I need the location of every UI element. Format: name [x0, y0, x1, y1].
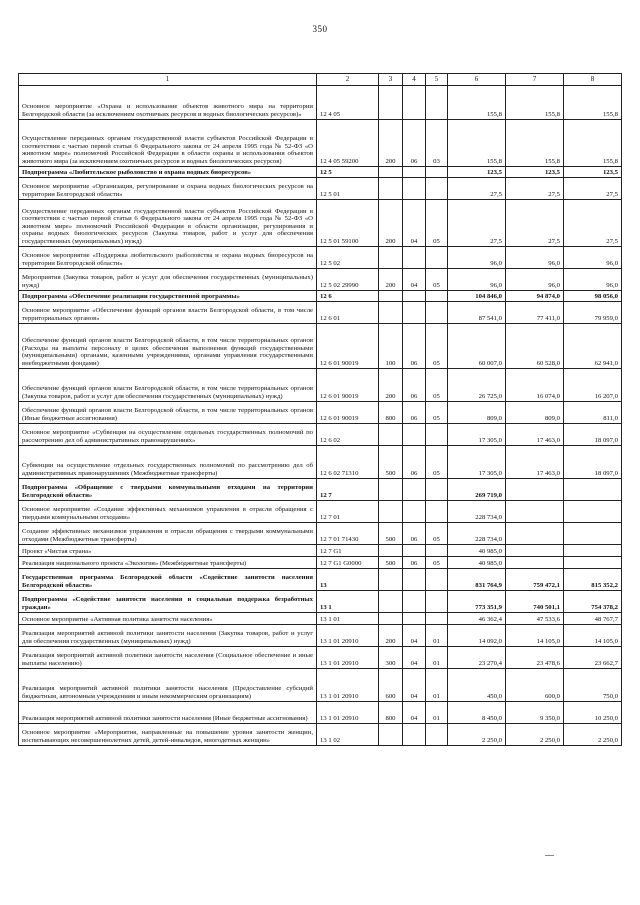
row-value-7: 17 463,0 [506, 446, 564, 479]
row-value-7 [506, 501, 564, 523]
row-code: 12 5 [317, 167, 379, 178]
table-body [19, 74, 622, 746]
row-value-7: 2 250,0 [506, 724, 564, 746]
row-value-6: 123,5 [448, 167, 506, 178]
row-col5 [426, 724, 448, 746]
row-code: 12 6 01 90019 [317, 324, 379, 369]
row-value-8: 155,8 [564, 86, 622, 120]
row-col4: 04 [403, 625, 426, 647]
row-value-6: 96,0 [448, 247, 506, 269]
row-value-6: 450,0 [448, 669, 506, 702]
row-code: 13 1 01 [317, 613, 379, 625]
row-col3 [379, 86, 403, 120]
row-value-6: 46 362,4 [448, 613, 506, 625]
row-col3 [379, 302, 403, 324]
row-value-6: 228 734,0 [448, 523, 506, 545]
row-col4 [403, 501, 426, 523]
header-cell: 1 [19, 74, 317, 86]
table-row [19, 369, 622, 402]
row-value-6: 27,5 [448, 178, 506, 200]
row-code: 12 5 02 [317, 247, 379, 269]
table-row [19, 446, 622, 479]
row-value-6: 809,0 [448, 402, 506, 424]
row-name: Государственная программа Белгородской области «Содействие занятости населения Белгородской области» [19, 569, 317, 591]
row-value-6: 40 985,0 [448, 545, 506, 557]
row-value-7: 77 411,0 [506, 302, 564, 324]
row-value-8: 27,5 [564, 178, 622, 200]
table-row [19, 120, 622, 167]
table-row [19, 545, 622, 557]
row-col4 [403, 302, 426, 324]
row-col5: 01 [426, 625, 448, 647]
row-col3 [379, 501, 403, 523]
row-col5: 05 [426, 369, 448, 402]
row-col3: 500 [379, 446, 403, 479]
row-col3 [379, 613, 403, 625]
row-col4 [403, 479, 426, 501]
row-code: 13 1 02 [317, 724, 379, 746]
table-row [19, 178, 622, 200]
row-col3 [379, 291, 403, 302]
header-cell: 8 [564, 74, 622, 86]
row-value-8: 23 662,7 [564, 647, 622, 669]
row-col4 [403, 569, 426, 591]
row-value-6: 23 270,4 [448, 647, 506, 669]
row-col4: 04 [403, 647, 426, 669]
table-row [19, 291, 622, 302]
row-code: 12 7 01 [317, 501, 379, 523]
header-cell: 2 [317, 74, 379, 86]
header-cell: 6 [448, 74, 506, 86]
row-value-7: 96,0 [506, 269, 564, 291]
row-value-6: 104 846,0 [448, 291, 506, 302]
row-value-8: 10 250,0 [564, 702, 622, 724]
row-col5: 01 [426, 669, 448, 702]
row-code: 12 5 02 29990 [317, 269, 379, 291]
row-col5: 01 [426, 702, 448, 724]
row-col4: 06 [403, 120, 426, 167]
row-col5 [426, 545, 448, 557]
row-value-8 [564, 545, 622, 557]
row-value-6: 96,0 [448, 269, 506, 291]
row-value-8: 14 105,0 [564, 625, 622, 647]
row-name: Подпрограмма «Обращение с твердыми коммунальными отходами на территории Белгородской области» [19, 479, 317, 501]
row-col3 [379, 247, 403, 269]
row-col3: 600 [379, 669, 403, 702]
row-name: Подпрограмма «Любительское рыболовство и охрана водных биоресурсов» [19, 167, 317, 178]
row-value-8: 155,8 [564, 120, 622, 167]
row-col4: 06 [403, 557, 426, 569]
row-col4 [403, 724, 426, 746]
row-value-7: 9 350,0 [506, 702, 564, 724]
row-col5: 05 [426, 324, 448, 369]
row-value-8: 815 352,2 [564, 569, 622, 591]
row-value-7 [506, 545, 564, 557]
row-col5 [426, 591, 448, 613]
row-name: Реализация мероприятий активной политики занятости населения (Социальное обеспечение и иные выплаты населению) [19, 647, 317, 669]
row-col4: 04 [403, 269, 426, 291]
table-row [19, 200, 622, 247]
row-code: 13 1 01 20910 [317, 625, 379, 647]
row-value-7: 27,5 [506, 200, 564, 247]
row-col4: 06 [403, 402, 426, 424]
row-value-8: 18 097,0 [564, 446, 622, 479]
row-value-6: 8 450,0 [448, 702, 506, 724]
row-value-6: 155,8 [448, 120, 506, 167]
row-col3 [379, 424, 403, 446]
row-name: Основное мероприятие «Активная политика занятости населения» [19, 613, 317, 625]
row-col3: 200 [379, 269, 403, 291]
row-value-8: 62 941,0 [564, 324, 622, 369]
row-col4 [403, 591, 426, 613]
row-code: 12 6 [317, 291, 379, 302]
row-value-7: 155,8 [506, 120, 564, 167]
row-value-7 [506, 523, 564, 545]
header-cell: 7 [506, 74, 564, 86]
row-col4: 06 [403, 324, 426, 369]
row-code: 13 1 01 20910 [317, 702, 379, 724]
row-col3 [379, 479, 403, 501]
table-row [19, 557, 622, 569]
row-value-7: 155,8 [506, 86, 564, 120]
table-row [19, 302, 622, 324]
row-code: 13 1 [317, 591, 379, 613]
row-name: Проект «Чистая страна» [19, 545, 317, 557]
row-value-7: 60 528,0 [506, 324, 564, 369]
row-col3 [379, 545, 403, 557]
row-col5 [426, 479, 448, 501]
row-code: 12 6 01 90019 [317, 369, 379, 402]
row-col5: 01 [426, 647, 448, 669]
row-col5: 05 [426, 557, 448, 569]
row-col4: 04 [403, 669, 426, 702]
row-name: Осуществление переданных органам государственной власти субъектов Российской Федерации в соответствии с частью первой статьи 6 Федерального закона от 24 апреля 1995 года № 52-ФЗ «О животном мире» полномочий Российской Федерации в области организации, регулирования и охраны водных биологических ресурсов (Закупка товаров, работ и услуг для обеспечения государственных (муниципальных) нужд) [19, 200, 317, 247]
row-name: Основное мероприятие «Создание эффективных механизмов управления в отрасли обращения с твердыми коммунальными отходами» [19, 501, 317, 523]
row-value-7: 17 463,0 [506, 424, 564, 446]
row-value-8 [564, 479, 622, 501]
row-value-8 [564, 523, 622, 545]
row-value-8 [564, 557, 622, 569]
row-col4 [403, 613, 426, 625]
row-code: 12 4 05 [317, 86, 379, 120]
row-col5 [426, 302, 448, 324]
row-col3: 200 [379, 200, 403, 247]
row-code: 13 1 01 20910 [317, 647, 379, 669]
row-name: Обеспечение функций органов власти Белгородской области, в том числе территориальных органов (Расходы на выплаты персоналу в целях обеспечения выполнения функций государственными (муниципальными) органами, казенными учреждениями, органами управления государственными внебюджетными фондами) [19, 324, 317, 369]
row-code: 12 5 01 [317, 178, 379, 200]
row-col4: 04 [403, 702, 426, 724]
row-name: Реализация национального проекта «Экология» (Межбюджетные трансферты) [19, 557, 317, 569]
row-col5 [426, 613, 448, 625]
row-col4: 06 [403, 369, 426, 402]
row-value-7: 27,5 [506, 178, 564, 200]
row-value-6: 14 092,0 [448, 625, 506, 647]
row-col5 [426, 424, 448, 446]
row-value-7: 96,0 [506, 247, 564, 269]
row-col3: 300 [379, 647, 403, 669]
row-col3: 100 [379, 324, 403, 369]
row-name: Реализация мероприятий активной политики занятости населения (Иные бюджетные ассигнования) [19, 702, 317, 724]
row-value-6: 87 541,0 [448, 302, 506, 324]
row-name: Основное мероприятие «Организация, регулирование и охрана водных биологических ресурсов на территории Белгородской области» [19, 178, 317, 200]
row-name: Реализация мероприятий активной политики занятости населения (Предоставление субсидий бюджетным, автономным учреждениям и иным некоммерческим организациям) [19, 669, 317, 702]
table-row [19, 569, 622, 591]
header-cell: 3 [379, 74, 403, 86]
row-code: 12 6 02 [317, 424, 379, 446]
row-col4 [403, 86, 426, 120]
table-row [19, 613, 622, 625]
row-code: 12 6 01 [317, 302, 379, 324]
row-col4 [403, 424, 426, 446]
row-col5 [426, 501, 448, 523]
table-row [19, 424, 622, 446]
row-col4: 04 [403, 200, 426, 247]
row-col3: 800 [379, 702, 403, 724]
row-value-8: 48 767,7 [564, 613, 622, 625]
row-value-6: 228 734,0 [448, 501, 506, 523]
table-row [19, 669, 622, 702]
row-value-6: 773 351,9 [448, 591, 506, 613]
row-name: Осуществление переданных органам государственной власти субъектов Российской Федерации в соответствии с частью первой статьи 6 Федерального закона от 24 апреля 1995 года № 52-ФЗ «О животном мире» полномочий Российской Федерации в области охраны и использования объектов животного мира (за исключением охотничьих ресурсов и водных биологических ресурсов) [19, 120, 317, 167]
row-col5: 03 [426, 120, 448, 167]
row-value-8: 754 378,2 [564, 591, 622, 613]
row-col3: 800 [379, 402, 403, 424]
row-col3: 500 [379, 557, 403, 569]
table-row [19, 591, 622, 613]
row-code: 12 6 02 71310 [317, 446, 379, 479]
table-row [19, 501, 622, 523]
row-value-8: 750,0 [564, 669, 622, 702]
row-value-6: 26 725,0 [448, 369, 506, 402]
row-col5: 05 [426, 200, 448, 247]
table-row [19, 86, 622, 120]
row-col3: 200 [379, 369, 403, 402]
row-value-8: 79 959,0 [564, 302, 622, 324]
row-col5: 05 [426, 446, 448, 479]
row-name: Обеспечение функций органов власти Белгородской области, в том числе территориальных органов (Закупка товаров, работ и услуг для обеспечения государственных (муниципальных) нужд) [19, 369, 317, 402]
row-value-6: 60 007,0 [448, 324, 506, 369]
row-col3 [379, 591, 403, 613]
table-row [19, 523, 622, 545]
row-col3: 200 [379, 625, 403, 647]
row-col3 [379, 178, 403, 200]
row-col3 [379, 569, 403, 591]
row-col3 [379, 167, 403, 178]
row-name: Основное мероприятие «Обеспечение функций органов власти Белгородской области, в том числе территориальных органов» [19, 302, 317, 324]
table-row [19, 625, 622, 647]
page-number: 350 [312, 24, 328, 34]
table-row [19, 724, 622, 746]
row-value-6: 2 250,0 [448, 724, 506, 746]
row-value-6: 17 305,0 [448, 446, 506, 479]
row-name: Основное мероприятие «Мероприятия, направленные на повышение уровня занятости женщин, воспитывающих несовершеннолетних детей, детей-инвалидов, многодетных женщин» [19, 724, 317, 746]
row-name: Создание эффективных механизмов управления в отрасли обращения с твердыми коммунальными отходами (Межбюджетные трансферты) [19, 523, 317, 545]
row-value-6: 40 985,0 [448, 557, 506, 569]
scan-mark [545, 855, 554, 856]
row-col5: 05 [426, 269, 448, 291]
row-col4 [403, 545, 426, 557]
row-value-7 [506, 557, 564, 569]
row-value-7: 23 478,6 [506, 647, 564, 669]
row-code: 13 1 01 20910 [317, 669, 379, 702]
row-col4 [403, 167, 426, 178]
row-value-8: 811,0 [564, 402, 622, 424]
row-name: Субвенции на осуществление отдельных государственных полномочий по рассмотрению дел об административных правонарушениях (Межбюджетные трансферты) [19, 446, 317, 479]
row-col5 [426, 291, 448, 302]
row-value-7: 759 472,1 [506, 569, 564, 591]
table-row [19, 167, 622, 178]
header-row [19, 74, 622, 86]
row-col5 [426, 167, 448, 178]
row-col5 [426, 86, 448, 120]
row-value-7: 600,0 [506, 669, 564, 702]
row-value-7: 47 533,6 [506, 613, 564, 625]
row-col4 [403, 178, 426, 200]
row-value-6: 27,5 [448, 200, 506, 247]
row-value-8: 18 097,0 [564, 424, 622, 446]
header-cell: 5 [426, 74, 448, 86]
row-value-8: 27,5 [564, 200, 622, 247]
row-col4 [403, 291, 426, 302]
row-name: Подпрограмма «Содействие занятости населения и социальная поддержка безработных граждан» [19, 591, 317, 613]
row-col5 [426, 178, 448, 200]
header-cell: 4 [403, 74, 426, 86]
row-col5: 05 [426, 523, 448, 545]
row-value-8: 123,5 [564, 167, 622, 178]
row-value-8: 98 056,0 [564, 291, 622, 302]
row-col3: 500 [379, 523, 403, 545]
row-value-6: 831 764,9 [448, 569, 506, 591]
table-row [19, 269, 622, 291]
row-value-7: 94 874,0 [506, 291, 564, 302]
row-col5 [426, 247, 448, 269]
row-code: 13 [317, 569, 379, 591]
row-name: Основное мероприятие «Охрана и использование объектов животного мира на территории Белгородской области (за исключением охотничьих ресурсов и водных биологических ресурсов)» [19, 86, 317, 120]
row-name: Основное мероприятие «Поддержка любительского рыболовства и охрана водных биоресурсов на территории Белгородской области» [19, 247, 317, 269]
table-row [19, 479, 622, 501]
row-col5: 05 [426, 402, 448, 424]
table-row [19, 702, 622, 724]
row-value-7: 123,5 [506, 167, 564, 178]
row-code: 12 7 01 71430 [317, 523, 379, 545]
row-value-8 [564, 501, 622, 523]
row-value-6: 17 305,0 [448, 424, 506, 446]
row-value-7: 16 074,0 [506, 369, 564, 402]
row-value-8: 96,0 [564, 269, 622, 291]
table-row [19, 247, 622, 269]
row-col4: 06 [403, 523, 426, 545]
row-value-7: 740 501,1 [506, 591, 564, 613]
row-name: Подпрограмма «Обеспечение реализации государственной программы» [19, 291, 317, 302]
row-code: 12 7 [317, 479, 379, 501]
row-code: 12 4 05 59200 [317, 120, 379, 167]
row-value-8: 2 250,0 [564, 724, 622, 746]
row-col4 [403, 247, 426, 269]
row-value-7: 14 105,0 [506, 625, 564, 647]
row-col3: 200 [379, 120, 403, 167]
budget-table [18, 73, 622, 746]
row-value-6: 155,8 [448, 86, 506, 120]
row-col5 [426, 569, 448, 591]
row-value-7 [506, 479, 564, 501]
row-name: Обеспечение функций органов власти Белгородской области, в том числе территориальных органов (Иные бюджетные ассигнования) [19, 402, 317, 424]
table-row [19, 324, 622, 369]
row-value-7: 809,0 [506, 402, 564, 424]
row-name: Реализация мероприятий активной политики занятости населения (Закупка товаров, работ и услуг для обеспечения государственных (муниципальных) нужд) [19, 625, 317, 647]
row-name: Основное мероприятие «Субвенция на осуществление отдельных государственных полномочий по рассмотрению дел об административных правонарушениях» [19, 424, 317, 446]
row-name: Мероприятия (Закупка товаров, работ и услуг для обеспечения государственных (муниципальных) нужд) [19, 269, 317, 291]
row-code: 12 6 01 90019 [317, 402, 379, 424]
row-value-8: 16 207,0 [564, 369, 622, 402]
table-row [19, 402, 622, 424]
row-code: 12 7 G1 [317, 545, 379, 557]
row-code: 12 5 01 59100 [317, 200, 379, 247]
row-value-6: 269 719,0 [448, 479, 506, 501]
row-value-8: 96,0 [564, 247, 622, 269]
row-code: 12 7 G1 G0000 [317, 557, 379, 569]
row-col3 [379, 724, 403, 746]
row-col4: 06 [403, 446, 426, 479]
table-row [19, 647, 622, 669]
